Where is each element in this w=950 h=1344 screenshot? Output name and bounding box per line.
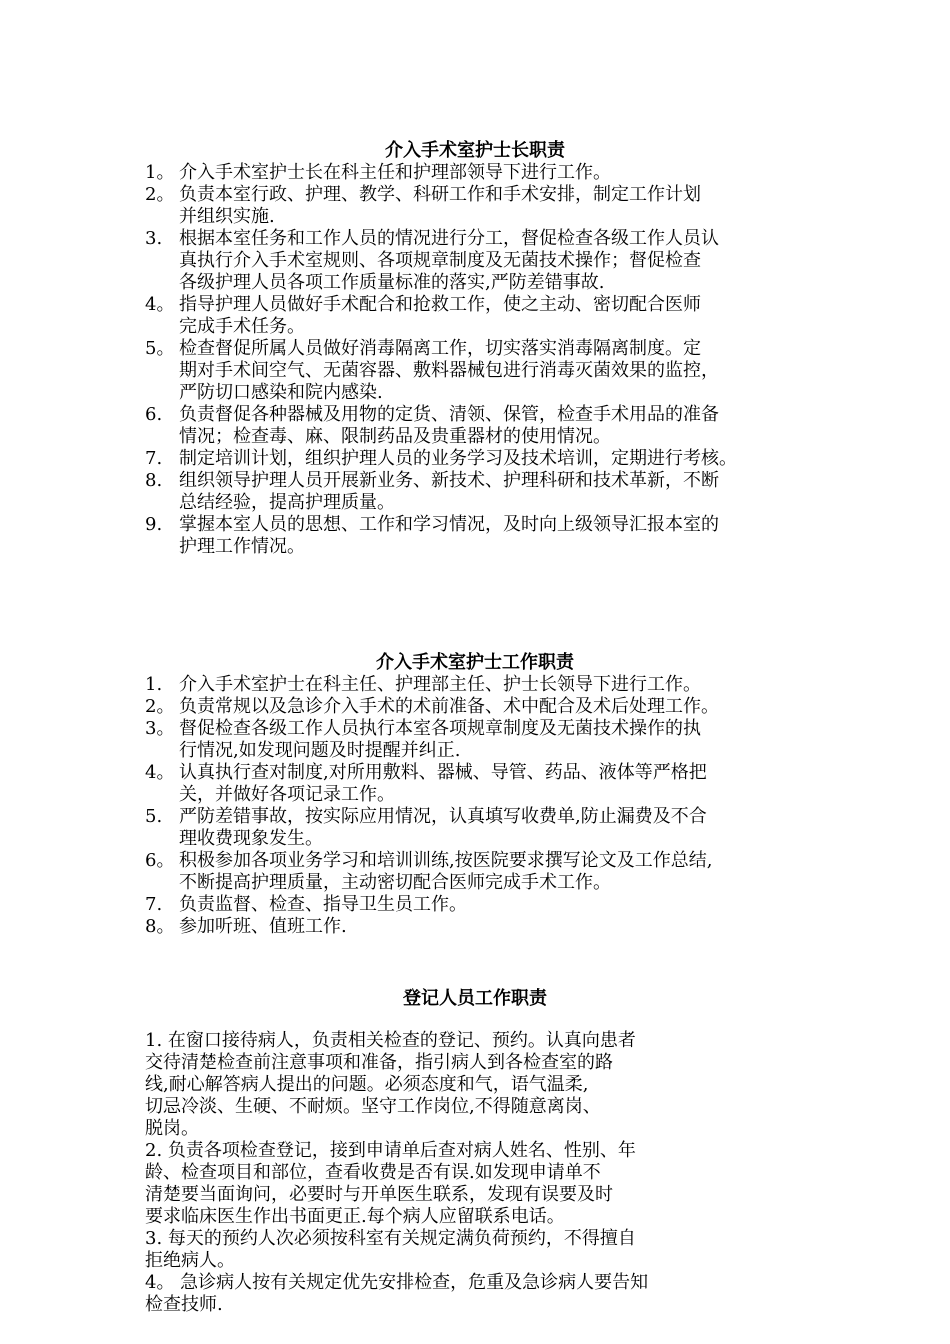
item-number: 5。 [145, 338, 175, 359]
list-item [145, 338, 950, 404]
section-title: 介入手术室护士长职责 [385, 140, 565, 161]
item-number: 2。 [145, 696, 175, 717]
item-text-line: 负责监督、检查、指导卫生员工作。 [179, 894, 467, 915]
item-text-line: 制定培训计划，组织护理人员的业务学习及技术培训，定期进行考核。 [179, 448, 737, 469]
item-text-line: 根据本室任务和工作人员的情况进行分工，督促检查各级工作人员认 [179, 228, 719, 249]
item-text-line: 关，并做好各项记录工作。 [179, 784, 395, 805]
paragraph-line: 3. 每天的预约人次必须按科室有关规定满负荷预约，不得擅自 [145, 1228, 636, 1249]
item-number: 1。 [145, 162, 175, 183]
paragraph-line: 2. 负责各项检查登记，接到申请单后查对病人姓名、性别、年 [145, 1140, 636, 1161]
item-text-line: 督促检查各级工作人员执行本室各项规章制度及无菌技术操作的执 [179, 718, 701, 739]
item-number: 7. [145, 894, 163, 915]
item-text-line: 负责督促各种器械及用物的定货、清领、保管，检查手术用品的准备 [179, 404, 719, 425]
list-item [145, 162, 950, 184]
item-number: 4。 [145, 762, 175, 783]
list-item [145, 184, 950, 228]
list-item [145, 762, 950, 806]
list-item [145, 404, 950, 448]
list-item [145, 850, 950, 894]
paragraph-line: 交待清楚检查前注意事项和准备，指引病人到各检查室的路 [145, 1052, 613, 1073]
item-text-line: 真执行介入手术室规则、各项规章制度及无菌技术操作；督促检查 [179, 250, 701, 271]
paragraph-line: 检查技师. [145, 1294, 223, 1315]
list-item [145, 674, 950, 696]
section-title: 介入手术室护士工作职责 [376, 652, 574, 673]
item-number: 5. [145, 806, 163, 827]
nurse-duties-section [0, 652, 950, 938]
registrar-duties-section [0, 988, 950, 1316]
item-text-line: 指导护理人员做好手术配合和抢救工作，使之主动、密切配合医师 [179, 294, 701, 315]
list-item [145, 894, 950, 916]
paragraph-line: 龄、检查项目和部位，查看收费是否有误.如发现申请单不 [145, 1162, 601, 1183]
item-text-line: 理收费现象发生。 [179, 828, 323, 849]
list-item [145, 718, 950, 762]
item-text-line: 组织领导护理人员开展新业务、新技术、护理科研和技术革新，不断 [179, 470, 719, 491]
list-item [145, 470, 950, 514]
item-text-line: 参加听班、值班工作. [179, 916, 347, 937]
item-text-line: 积极参加各项业务学习和培训训练,按医院要求撰写论文及工作总结, [179, 850, 713, 871]
head-nurse-duties-section [0, 140, 950, 558]
item-text-line: 并组织实施. [179, 206, 275, 227]
item-text-line: 严防切口感染和院内感染. [179, 382, 383, 403]
list-item [145, 916, 950, 938]
paragraph-line: 4。 急诊病人按有关规定优先安排检查，危重及急诊病人要告知 [145, 1272, 649, 1293]
item-text-line: 行情况,如发现问题及时提醒并纠正. [179, 740, 461, 761]
item-number: 1. [145, 674, 163, 695]
item-text-line: 期对手术间空气、无菌容器、敷料器械包进行消毒灭菌效果的监控， [179, 360, 719, 381]
duty-list [145, 674, 950, 938]
paragraph-line: 1. 在窗口接待病人，负责相关检查的登记、预约。认真向患者 [145, 1030, 636, 1051]
item-text-line: 负责本室行政、护理、教学、科研工作和手术安排，制定工作计划 [179, 184, 701, 205]
item-text-line: 各级护理人员各项工作质量标准的落实,严防差错事故. [179, 272, 605, 293]
item-text-line: 护理工作情况。 [179, 536, 305, 557]
list-item [145, 228, 950, 294]
item-text-line: 完成手术任务。 [179, 316, 305, 337]
item-text-line: 介入手术室护士长在科主任和护理部领导下进行工作。 [179, 162, 611, 183]
item-number: 8。 [145, 916, 175, 937]
item-number: 6。 [145, 850, 175, 871]
item-text-line: 认真执行查对制度,对所用敷料、器械、导管、药品、液体等严格把 [179, 762, 707, 783]
item-text-line: 严防差错事故，按实际应用情况，认真填写收费单,防止漏费及不合 [179, 806, 707, 827]
list-item [145, 514, 950, 558]
duty-list [145, 162, 950, 558]
paragraph-line: 清楚要当面询问，必要时与开单医生联系，发现有误要及时 [145, 1184, 613, 1205]
item-number: 3。 [145, 718, 175, 739]
item-number: 6. [145, 404, 163, 425]
paragraph-line: 拒绝病人。 [145, 1250, 235, 1271]
item-number: 9. [145, 514, 163, 535]
paragraph-line: 要求临床医生作出书面更正.每个病人应留联系电话。 [145, 1206, 565, 1227]
item-number: 7. [145, 448, 163, 469]
item-number: 3. [145, 228, 163, 249]
item-text-line: 介入手术室护士在科主任、护理部主任、护士长领导下进行工作。 [179, 674, 701, 695]
item-text-line: 检查督促所属人员做好消毒隔离工作，切实落实消毒隔离制度。定 [179, 338, 701, 359]
list-item [145, 448, 950, 470]
item-number: 4。 [145, 294, 175, 315]
list-item [145, 806, 950, 850]
paragraph-line: 线,耐心解答病人提出的问题。必须态度和气，语气温柔, [145, 1074, 589, 1095]
item-number: 8. [145, 470, 163, 491]
item-text-line: 情况；检查毒、麻、限制药品及贵重器材的使用情况。 [179, 426, 611, 447]
item-number: 2。 [145, 184, 175, 205]
list-item [145, 294, 950, 338]
section-title: 登记人员工作职责 [403, 988, 547, 1009]
item-text-line: 负责常规以及急诊介入手术的术前准备、术中配合及术后处理工作。 [179, 696, 719, 717]
paragraph-line: 脱岗。 [145, 1118, 199, 1139]
item-text-line: 不断提高护理质量，主动密切配合医师完成手术工作。 [179, 872, 611, 893]
list-item [145, 696, 950, 718]
item-text-line: 总结经验，提高护理质量。 [179, 492, 395, 513]
duty-paragraph [145, 1030, 950, 1316]
paragraph-line: 切忌冷淡、生硬、不耐烦。坚守工作岗位,不得随意离岗、 [145, 1096, 601, 1117]
item-text-line: 掌握本室人员的思想、工作和学习情况，及时向上级领导汇报本室的 [179, 514, 719, 535]
